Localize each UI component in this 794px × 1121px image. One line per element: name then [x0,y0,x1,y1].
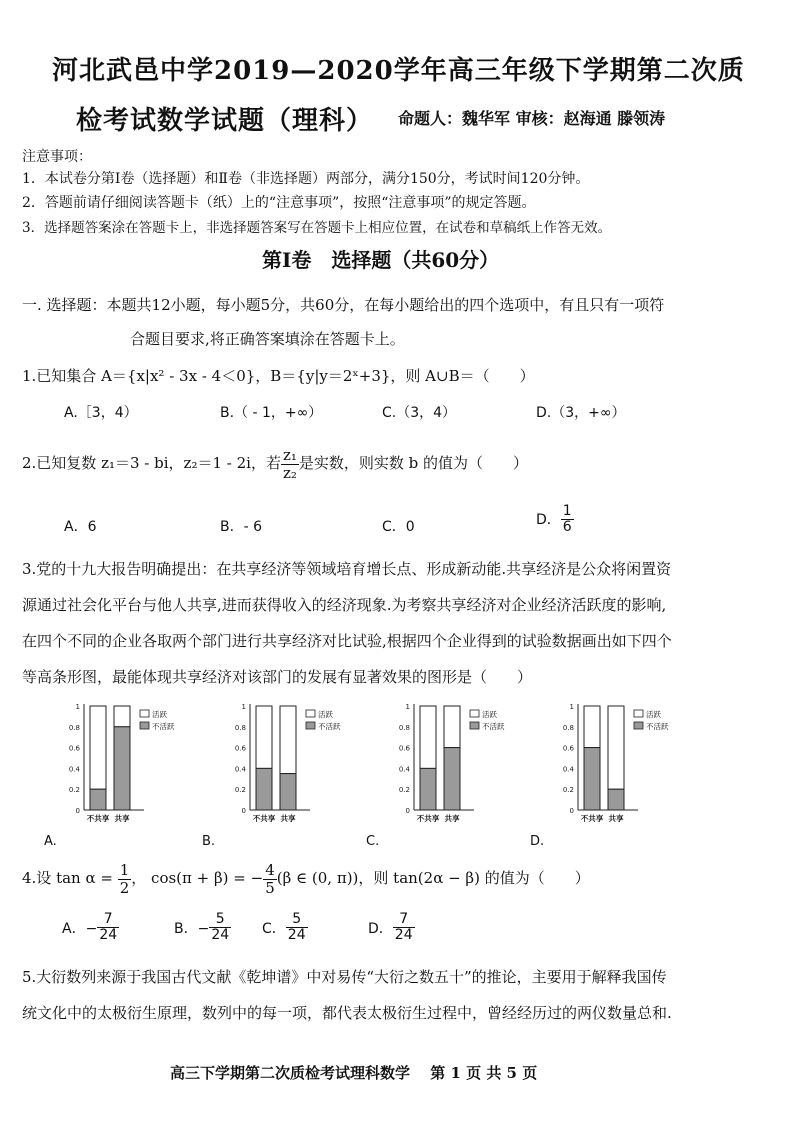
y-tick-label: 1 [569,703,574,711]
q2-option-a: A．6 [64,519,97,535]
question-5-line: 5.大衍数列来源于我国古代文献《乾坤谱》中对易传“大衍之数五十”的推论，主要用于解释我国传 [22,968,667,986]
bar-segment-active [420,706,436,768]
y-tick-label: 0.2 [562,786,574,795]
stacked-bar-chart-d [558,696,678,842]
y-tick-label: 0.6 [398,744,410,753]
fraction: $\frac{7}{24}$ [99,911,118,944]
y-tick-label: 0.6 [68,744,80,753]
legend-swatch [470,710,479,717]
y-tick-label: 0.2 [234,786,246,795]
fraction: $\frac{7}{24}$ [394,911,413,944]
x-tick-label: 共享 [608,814,624,823]
fraction: $\frac{1}{2}$ [119,861,130,897]
q3-option-d: D. [530,834,545,849]
legend-swatch [140,722,149,729]
fraction: $\frac{1}{6}$ [562,503,572,536]
fraction: $\frac{5}{24}$ [287,911,306,944]
page-footer: 高三下学期第二次质检考试理科数学 第 1 页 共 5 页 [170,1064,538,1082]
legend-label: 活跃 [318,710,333,719]
bar-segment-active [608,706,624,789]
bar-segment-active [114,706,130,727]
fraction: $\frac{4}{5}$ [265,861,275,897]
question-3-line: 源通过社会化平台与他人共享,进而获得收入的经济现象.为考察共享经济对企业经济活跃度的影响, [22,596,667,614]
q4-option: B．− $\frac{5}{24}$ [174,911,230,944]
legend-label: 不活跃 [482,722,505,731]
y-tick-label: 0 [569,807,574,815]
legend-swatch [140,710,149,717]
x-tick-label: 不共享 [416,814,440,823]
legend-swatch [306,710,315,717]
y-tick-label: 1 [405,703,410,711]
x-tick-label: 不共享 [86,814,110,823]
y-tick-label: 0.4 [398,765,410,774]
y-tick-label: 0.8 [562,723,574,732]
legend-label: 活跃 [152,710,167,719]
question-3-line: 3.党的十九大报告明确提出：在共享经济等领域培育增长点、形成新动能.共享经济是公众将闲置资 [22,560,672,578]
q3-option-b: B. [202,834,216,849]
section-intro-cont: 合题目要求,将正确答案填涂在答题卡上。 [130,330,405,348]
y-tick-label: 0 [241,807,246,815]
bar-segment-inactive [114,727,130,810]
bar-segment-inactive [256,768,272,810]
y-tick-label: 0 [75,807,80,815]
q2-option-d: D． $\frac{1}{6}$ [536,503,572,536]
y-tick-label: 0 [405,807,410,815]
notice-item: 3．选择题答案涂在答题卡上，非选择题答案写在答题卡上相应位置，在试卷和草稿纸上作答无效。 [22,220,612,236]
bar-segment-active [444,706,460,748]
q1-option-d: D.（3，+∞） [536,405,626,421]
bar-segment-active [90,706,106,789]
q3-option-c: C. [366,834,380,849]
question-3-line: 等高条形图，最能体现共享经济对该部门的发展有显著效果的图形是（ ） [22,668,533,686]
fraction: $\frac{5}{24}$ [211,911,230,944]
stacked-bar-chart-b [230,696,350,842]
legend-label: 活跃 [482,710,497,719]
q1-option-c: C.（3，4） [382,405,457,421]
legend-swatch [306,722,315,729]
stacked-bar-chart-a [64,696,184,842]
notice-heading: 注意事项： [22,149,92,165]
y-tick-label: 1 [241,703,246,711]
question-5-line: 统文化中的太极衍生原理，数列中的每一项，都代表太极衍生过程中，曾经经历过的两仪数量总和. [22,1004,672,1022]
bar-segment-inactive [608,789,624,810]
bar-segment-inactive [420,768,436,810]
question-1-text: 1.已知集合 A＝{x|x² - 3x - 4＜0}，B＝{y|y＝2ˣ+3}，则 A∪B＝（ ） [22,367,535,385]
x-tick-label: 不共享 [252,814,276,823]
bar-segment-inactive [280,774,296,810]
q2-option-b: B．- 6 [220,519,263,535]
section-title: 第Ⅰ卷 选择题（共60分） [262,248,500,272]
section-intro: 一. 选择题：本题共12小题，每小题5分，共60分，在每小题给出的四个选项中，有且只有一项符 [22,296,665,314]
q4-options [62,912,482,956]
x-tick-label: 共享 [444,814,460,823]
legend-label: 不活跃 [318,722,341,731]
q2-option-c: C．0 [382,519,415,535]
q4-option: D． $\frac{7}{24}$ [368,911,413,944]
legend-label: 不活跃 [646,722,669,731]
x-tick-label: 不共享 [580,814,604,823]
stacked-bar-chart-c [394,696,514,842]
exam-title-line1: 河北武邑中学2019—2020学年高三年级下学期第二次质 [52,56,745,86]
fraction: $\frac{\text{z₁}}{\text{z₂}}$ [282,446,297,482]
y-tick-label: 0.4 [68,765,80,774]
legend-swatch [634,710,643,717]
y-tick-label: 0.8 [398,723,410,732]
y-tick-label: 0.8 [68,723,80,732]
legend-swatch [470,722,479,729]
exam-title-line2: 检考试数学试题（理科） [76,106,374,136]
question-4-text: 4.设 tan α = $\frac{1}{2}$ ， cos(π + β) = − $\frac{4}{5}$ (β ∈ (0, π))，则 tan(2α − β) 的值为（ ） [22,861,590,897]
x-tick-label: 共享 [114,814,130,823]
y-tick-label: 0.4 [234,765,246,774]
q1-option-b: B.（ - 1，+∞） [220,405,323,421]
y-tick-label: 0.2 [68,786,80,795]
y-tick-label: 0.6 [562,744,574,753]
q4-option: C． $\frac{5}{24}$ [262,911,306,944]
bar-segment-inactive [444,748,460,810]
y-tick-label: 0.8 [234,723,246,732]
legend-label: 不活跃 [152,722,175,731]
bar-segment-inactive [90,789,106,810]
bar-segment-active [256,706,272,768]
y-tick-label: 1 [75,703,80,711]
exam-authors: 命题人：魏华军 审核：赵海通 滕领涛 [398,109,666,128]
legend-swatch [634,722,643,729]
question-3-line: 在四个不同的企业各取两个部门进行共享经济对比试验,根据四个企业得到的试验数据画出如下四个 [22,632,672,650]
bar-segment-inactive [584,748,600,810]
notice-item: 2．答题前请仔细阅读答题卡（纸）上的“注意事项”，按照“注意事项”的规定答题。 [22,195,536,211]
q4-option: A．− $\frac{7}{24}$ [62,911,118,944]
notice-item: 1．本试卷分第Ⅰ卷（选择题）和Ⅱ卷（非选择题）两部分，满分150分，考试时间120分钟。 [22,171,590,187]
y-tick-label: 0.6 [234,744,246,753]
y-tick-label: 0.4 [562,765,574,774]
y-tick-label: 0.2 [398,786,410,795]
bar-segment-active [584,706,600,748]
q3-option-a: A. [44,834,57,849]
legend-label: 活跃 [646,710,661,719]
q1-option-a: A.［3，4） [64,405,138,421]
x-tick-label: 共享 [280,814,296,823]
bar-segment-active [280,706,296,774]
question-2-text: 2.已知复数 z₁＝3 - bi，z₂＝1 - 2i，若 $\frac{\text{z₁}}{\text{z₂}}$ 是实数，则实数 b 的值为（ ） [22,446,529,482]
